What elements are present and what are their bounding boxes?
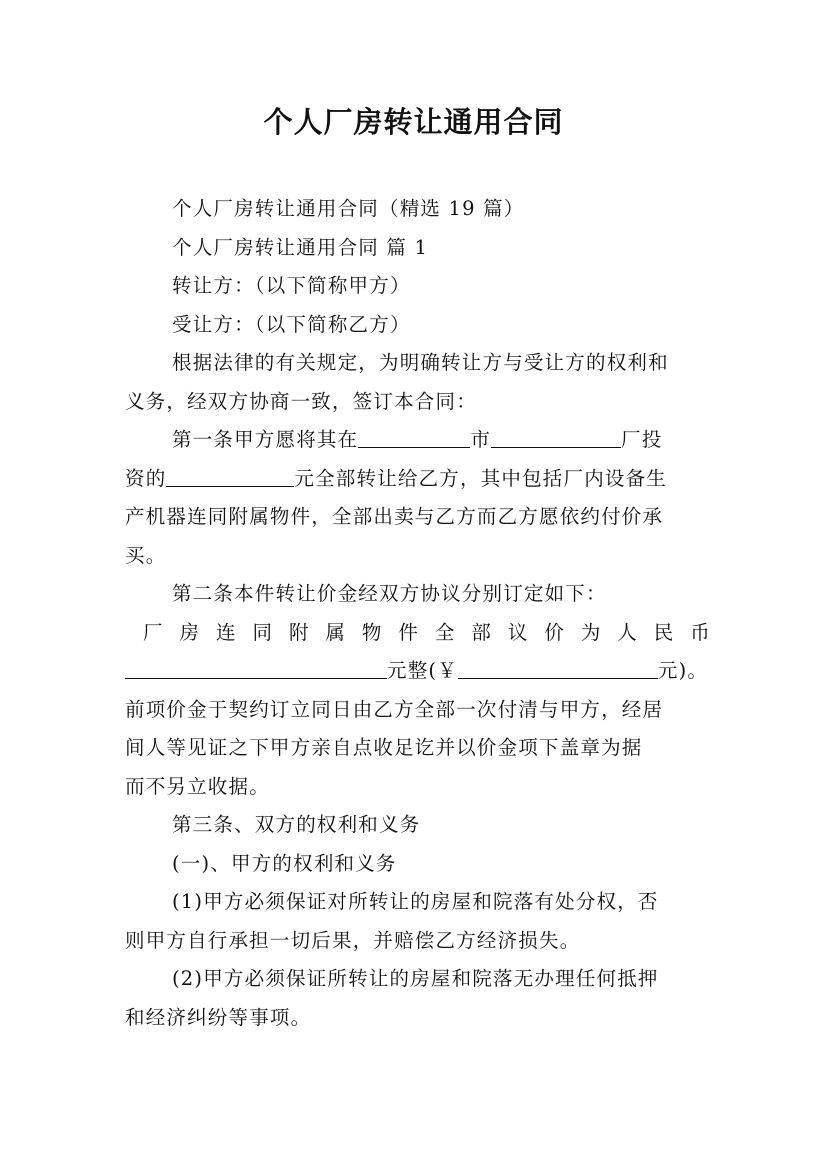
item-1-line-1: (1)甲方必须保证对所转让的房屋和院落有处分权，否 [172, 890, 659, 913]
section-heading: 个人厂房转让通用合同 篇 1 [172, 235, 429, 259]
preamble-line-1: 根据法律的有关规定，为明确转让方与受让方的权利和 [172, 351, 669, 374]
price-line-char: 全 [434, 620, 456, 644]
document-body [125, 190, 715, 1037]
article-2-heading: 第二条本件转让价金经双方协议分别订定如下： [172, 582, 607, 605]
document-title: 个人厂房转让通用合同 [263, 105, 564, 139]
article-2-line-5: 而不另立收据。 [125, 774, 270, 798]
blank-factory [491, 423, 621, 448]
item-1-line-2: 则甲方自行承担一切后果，并赔偿乙方经济损失。 [125, 928, 581, 952]
price-line-char: 议 [507, 620, 529, 644]
article-1-text-e: 元全部转让给乙方，其中包括厂内设备生 [294, 466, 668, 490]
price-line-char: 件 [398, 620, 420, 644]
article-2-line-4: 间人等见证之下甲方亲自点收足讫并以价金项下盖章为据 [125, 736, 643, 759]
blank-amount-words [125, 654, 387, 679]
article-1-text-d: 资的 [125, 466, 167, 490]
price-line-char: 厂 [143, 620, 164, 644]
article-2-price-line [125, 614, 715, 653]
article-2-line-3: 前项价金于契约订立同日由乙方全部一次付清与甲方，经居 [125, 697, 664, 721]
article-2-amount-text-a: 元整(￥ [387, 659, 458, 682]
price-line-char: 物 [361, 620, 383, 644]
item-2-line-2: 和经济纠纷等事项。 [125, 1005, 312, 1029]
article-1-line-2 [125, 460, 715, 499]
article-1-text-c: 厂投 [621, 428, 663, 451]
article-1-text-b: 市 [470, 428, 492, 451]
article-2-amount-text-b: 元)。 [657, 659, 709, 682]
price-line-char: 属 [325, 620, 347, 644]
article-1-text-a: 第一条甲方愿将其在 [172, 428, 359, 451]
article-1-line-4: 买。 [125, 543, 167, 567]
blank-amount-figures [458, 654, 658, 679]
transferor-line: 转让方：（以下简称甲方） [172, 274, 411, 297]
price-line-char: 为 [580, 620, 602, 644]
article-3-heading: 第三条、双方的权利和义务 [172, 813, 421, 836]
blank-investment [166, 462, 294, 487]
price-line-char: 币 [690, 620, 711, 644]
preamble-line-2: 义务，经双方协商一致，签订本合同： [125, 389, 477, 413]
price-line-char: 部 [471, 620, 493, 644]
price-line-char: 房 [179, 620, 201, 644]
item-2-line-1: (2)甲方必须保证所转让的房屋和院落无办理任何抵押 [172, 967, 659, 990]
transferee-line: 受让方：（以下简称乙方） [172, 312, 411, 336]
article-1-line-3: 产机器连同附属物件，全部出卖与乙方而乙方愿依约付价承 [125, 505, 664, 528]
price-line-char: 附 [288, 620, 310, 644]
document-subtitle: 个人厂房转让通用合同（精选 19 篇） [172, 197, 525, 220]
price-line-char: 人 [617, 620, 638, 644]
price-line-char: 同 [252, 620, 274, 644]
article-3-subheading: (一)、甲方的权利和义务 [172, 851, 397, 875]
price-line-char: 价 [544, 620, 566, 644]
article-1-line-1 [125, 421, 715, 460]
price-line-char: 连 [215, 620, 237, 644]
blank-city [358, 423, 470, 448]
price-line-char: 民 [653, 620, 675, 644]
article-2-amount-line [125, 652, 715, 691]
